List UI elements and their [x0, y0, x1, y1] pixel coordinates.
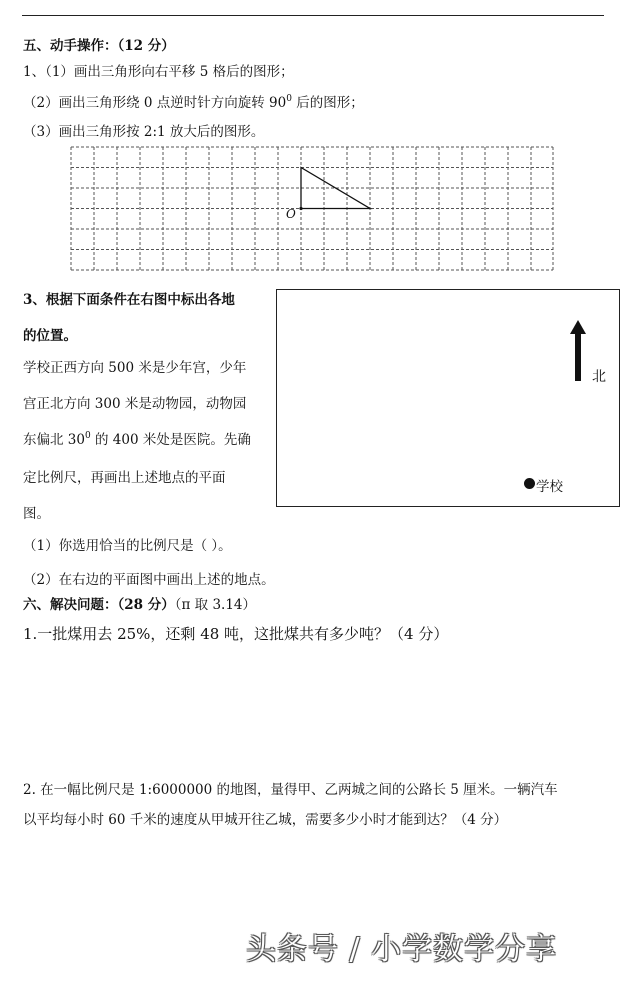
north-arrow-icon — [569, 320, 587, 384]
q1-part1: 1、（1）画出三角形向右平移 5 格后的图形； — [23, 64, 294, 80]
watermark: 头条号 / 小学数学分享 — [246, 932, 558, 967]
q3-heading — [23, 282, 235, 354]
map-box — [276, 289, 620, 507]
origin-point — [299, 207, 302, 210]
q3-body — [23, 350, 251, 532]
section-5-title: 五、动手操作：（12 分） — [23, 38, 175, 54]
section-6-title: 六、解决问题：（28 分）（π 取 3.14） — [23, 597, 257, 613]
top-rule — [22, 15, 604, 16]
q3-sub2: （2）在右边的平面图中画出上述的地点。 — [23, 572, 275, 588]
origin-label: O — [286, 207, 296, 221]
school-label: 学校 — [536, 479, 563, 495]
q3-body-line2: 宫正北方向 300 米是动物园，动物园 — [23, 396, 247, 412]
q3-body-line1: 学校正西方向 500 米是少年宫，少年 — [23, 360, 247, 376]
q3-body-line5: 图。 — [23, 506, 50, 522]
dotted-grid — [70, 146, 556, 272]
problem-2 — [23, 775, 558, 835]
q3-sub1: （1）你选用恰当的比例尺是（ ）。 — [23, 538, 232, 554]
problem-1: 1.一批煤用去 25%，还剩 48 吨，这批煤共有多少吨？（4 分） — [23, 625, 449, 643]
school-dot-icon — [524, 478, 535, 489]
q1-part3: （3）画出三角形按 2:1 放大后的图形。 — [23, 124, 265, 140]
problem-2-line2: 以平均每小时 60 千米的速度从甲城开往乙城，需要多少小时才能到达？（4 分） — [23, 812, 508, 828]
problem-2-line1: 2. 在一幅比例尺是 1:6000000 的地图，量得甲、乙两城之间的公路长 5 厘米。一辆汽车 — [23, 782, 558, 798]
q1-part2: （2）画出三角形绕 0 点逆时针方向旋转 $90^0$ 后的图形； — [23, 94, 364, 111]
north-label: 北 — [592, 369, 606, 385]
q3-body-line4: 定比例尺，再画出上述地点的平面 — [23, 470, 226, 486]
q3-heading-line2: 的位置。 — [23, 328, 77, 344]
q3-body-line3: 东偏北 $30^0$ 的 400 米处是医院。先确 — [23, 431, 251, 448]
q3-heading-line1: 3、根据下面条件在右图中标出各地 — [23, 292, 235, 308]
